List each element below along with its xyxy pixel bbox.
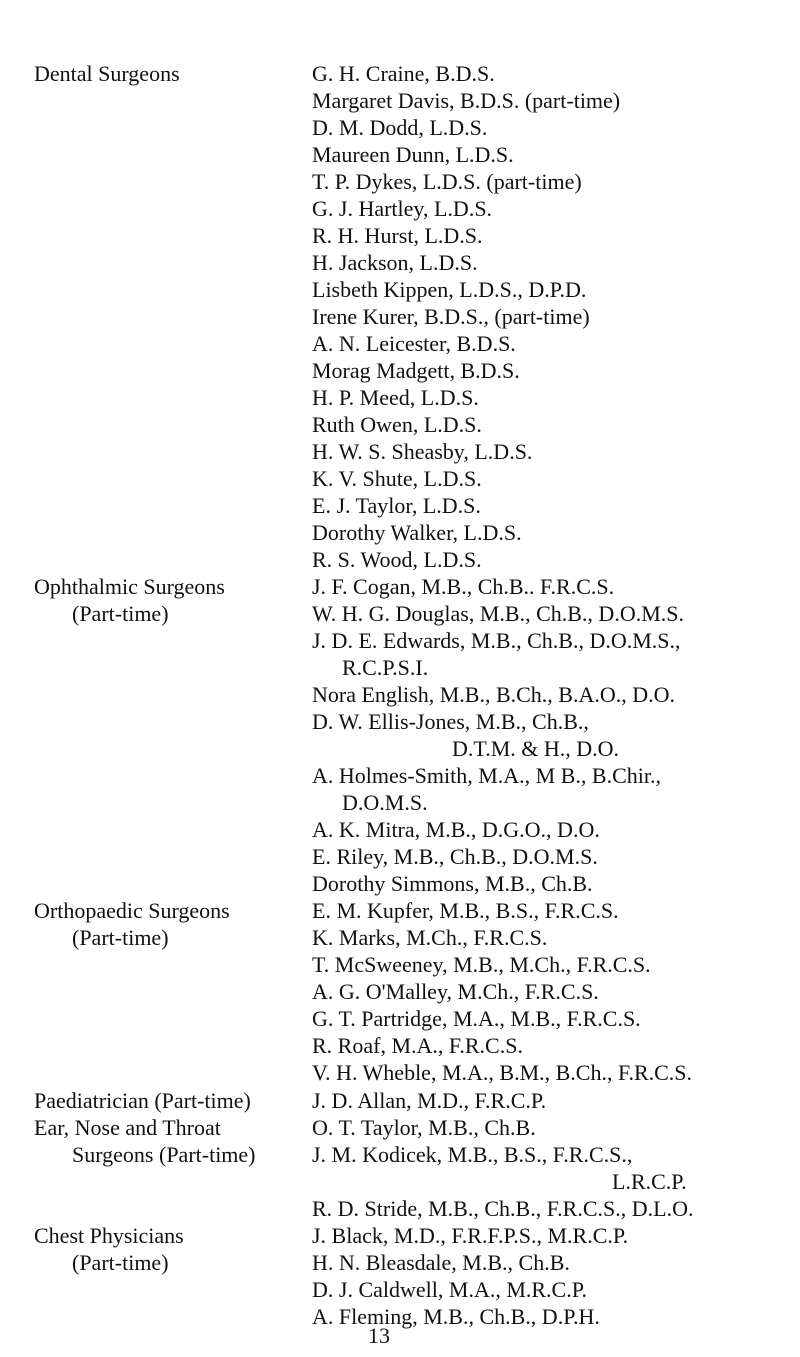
staff-entry: Nora English, M.B., B.Ch., B.A.O., D.O. (312, 682, 676, 707)
orthopaedic-surgeons-list (312, 897, 792, 1086)
ent-surgeons-label: Ear, Nose and Throat Surgeons (Part-time) (34, 1115, 256, 1167)
staff-entry-continued: D.T.M. & H., D.O. (452, 736, 620, 761)
staff-entry: V. H. Wheble, M.A., B.M., B.Ch., F.R.C.S. (312, 1060, 693, 1085)
staff-entry: Dorothy Simmons, M.B., Ch.B. (312, 871, 593, 896)
ophthalmic-surgeons-label: Ophthalmic Surgeons (Part-time) (34, 574, 225, 626)
staff-entry-continued: R.C.P.S.I. (342, 655, 429, 680)
staff-entry: J. D. E. Edwards, M.B., Ch.B., D.O.M.S., (312, 628, 681, 653)
staff-entry: T. McSweeney, M.B., M.Ch., F.R.C.S. (312, 952, 651, 977)
staff-entry: A. Holmes-Smith, M.A., M B., B.Chir., (312, 763, 661, 788)
staff-entry: H. N. Bleasdale, M.B., Ch.B. (312, 1250, 570, 1275)
staff-entry: K. Marks, M.Ch., F.R.C.S. (312, 925, 548, 950)
staff-entry: G. H. Craine, B.D.S. (312, 61, 495, 86)
staff-entry: J. Black, M.D., F.R.F.P.S., M.R.C.P. (312, 1223, 629, 1248)
staff-entry: G. T. Partridge, M.A., M.B., F.R.C.S. (312, 1006, 641, 1031)
chest-physicians-list (312, 1222, 792, 1330)
staff-entry-continued: L.R.C.P. (612, 1169, 687, 1194)
ophthalmic-surgeons-list (312, 573, 792, 897)
staff-entry: A. G. O'Malley, M.Ch., F.R.C.S. (312, 979, 599, 1004)
staff-entry: E. M. Kupfer, M.B., B.S., F.R.C.S. (312, 898, 619, 923)
staff-entry: T. P. Dykes, L.D.S. (part-time) (312, 169, 582, 194)
staff-entry: Lisbeth Kippen, L.D.S., D.P.D. (312, 277, 587, 302)
staff-entry: Margaret Davis, B.D.S. (part-time) (312, 88, 621, 113)
dental-surgeons-list (312, 60, 792, 573)
staff-entry: D. W. Ellis-Jones, M.B., Ch.B., (312, 709, 589, 734)
staff-entry: J. M. Kodicek, M.B., B.S., F.R.C.S., (312, 1142, 633, 1167)
staff-entry: H. P. Meed, L.D.S. (312, 385, 479, 410)
page-number: 13 (368, 1323, 390, 1348)
staff-entry: R. H. Hurst, L.D.S. (312, 223, 483, 248)
staff-entry: D. J. Caldwell, M.A., M.R.C.P. (312, 1277, 588, 1302)
dental-surgeons-label: Dental Surgeons (34, 61, 180, 86)
staff-entry: Maureen Dunn, L.D.S. (312, 142, 514, 167)
staff-entry: R. D. Stride, M.B., Ch.B., F.R.C.S., D.L.O. (312, 1196, 694, 1221)
staff-entry: Irene Kurer, B.D.S., (part-time) (312, 304, 590, 329)
staff-entry-continued: D.O.M.S. (342, 790, 428, 815)
chest-physicians-label: Chest Physicians (Part-time) (34, 1223, 184, 1275)
staff-entry: Morag Madgett, B.D.S. (312, 358, 520, 383)
staff-entry: H. Jackson, L.D.S. (312, 250, 478, 275)
staff-entry: W. H. G. Douglas, M.B., Ch.B., D.O.M.S. (312, 601, 685, 626)
staff-entry: K. V. Shute, L.D.S. (312, 466, 482, 491)
staff-entry: D. M. Dodd, L.D.S. (312, 115, 488, 140)
staff-entry: R. Roaf, M.A., F.R.C.S. (312, 1033, 523, 1058)
staff-entry: J. D. Allan, M.D., F.R.C.P. (312, 1088, 547, 1113)
staff-entry: J. F. Cogan, M.B., Ch.B.. F.R.C.S. (312, 574, 615, 599)
staff-entry: A. K. Mitra, M.B., D.G.O., D.O. (312, 817, 600, 842)
ent-surgeons-list (312, 1114, 792, 1222)
staff-entry: R. S. Wood, L.D.S. (312, 547, 482, 572)
staff-entry: A. Fleming, M.B., Ch.B., D.P.H. (312, 1304, 600, 1329)
staff-entry: O. T. Taylor, M.B., Ch.B. (312, 1115, 536, 1140)
staff-entry: E. J. Taylor, L.D.S. (312, 493, 481, 518)
paediatrician-label: Paediatrician (Part-time) (34, 1088, 251, 1113)
staff-entry: Dorothy Walker, L.D.S. (312, 520, 522, 545)
staff-entry: G. J. Hartley, L.D.S. (312, 196, 493, 221)
paediatrician-list (312, 1087, 792, 1114)
staff-entry: Ruth Owen, L.D.S. (312, 412, 482, 437)
staff-entry: H. W. S. Sheasby, L.D.S. (312, 439, 533, 464)
staff-entry: A. N. Leicester, B.D.S. (312, 331, 516, 356)
orthopaedic-surgeons-label: Orthopaedic Surgeons (Part-time) (34, 898, 230, 950)
staff-entry: E. Riley, M.B., Ch.B., D.O.M.S. (312, 844, 598, 869)
